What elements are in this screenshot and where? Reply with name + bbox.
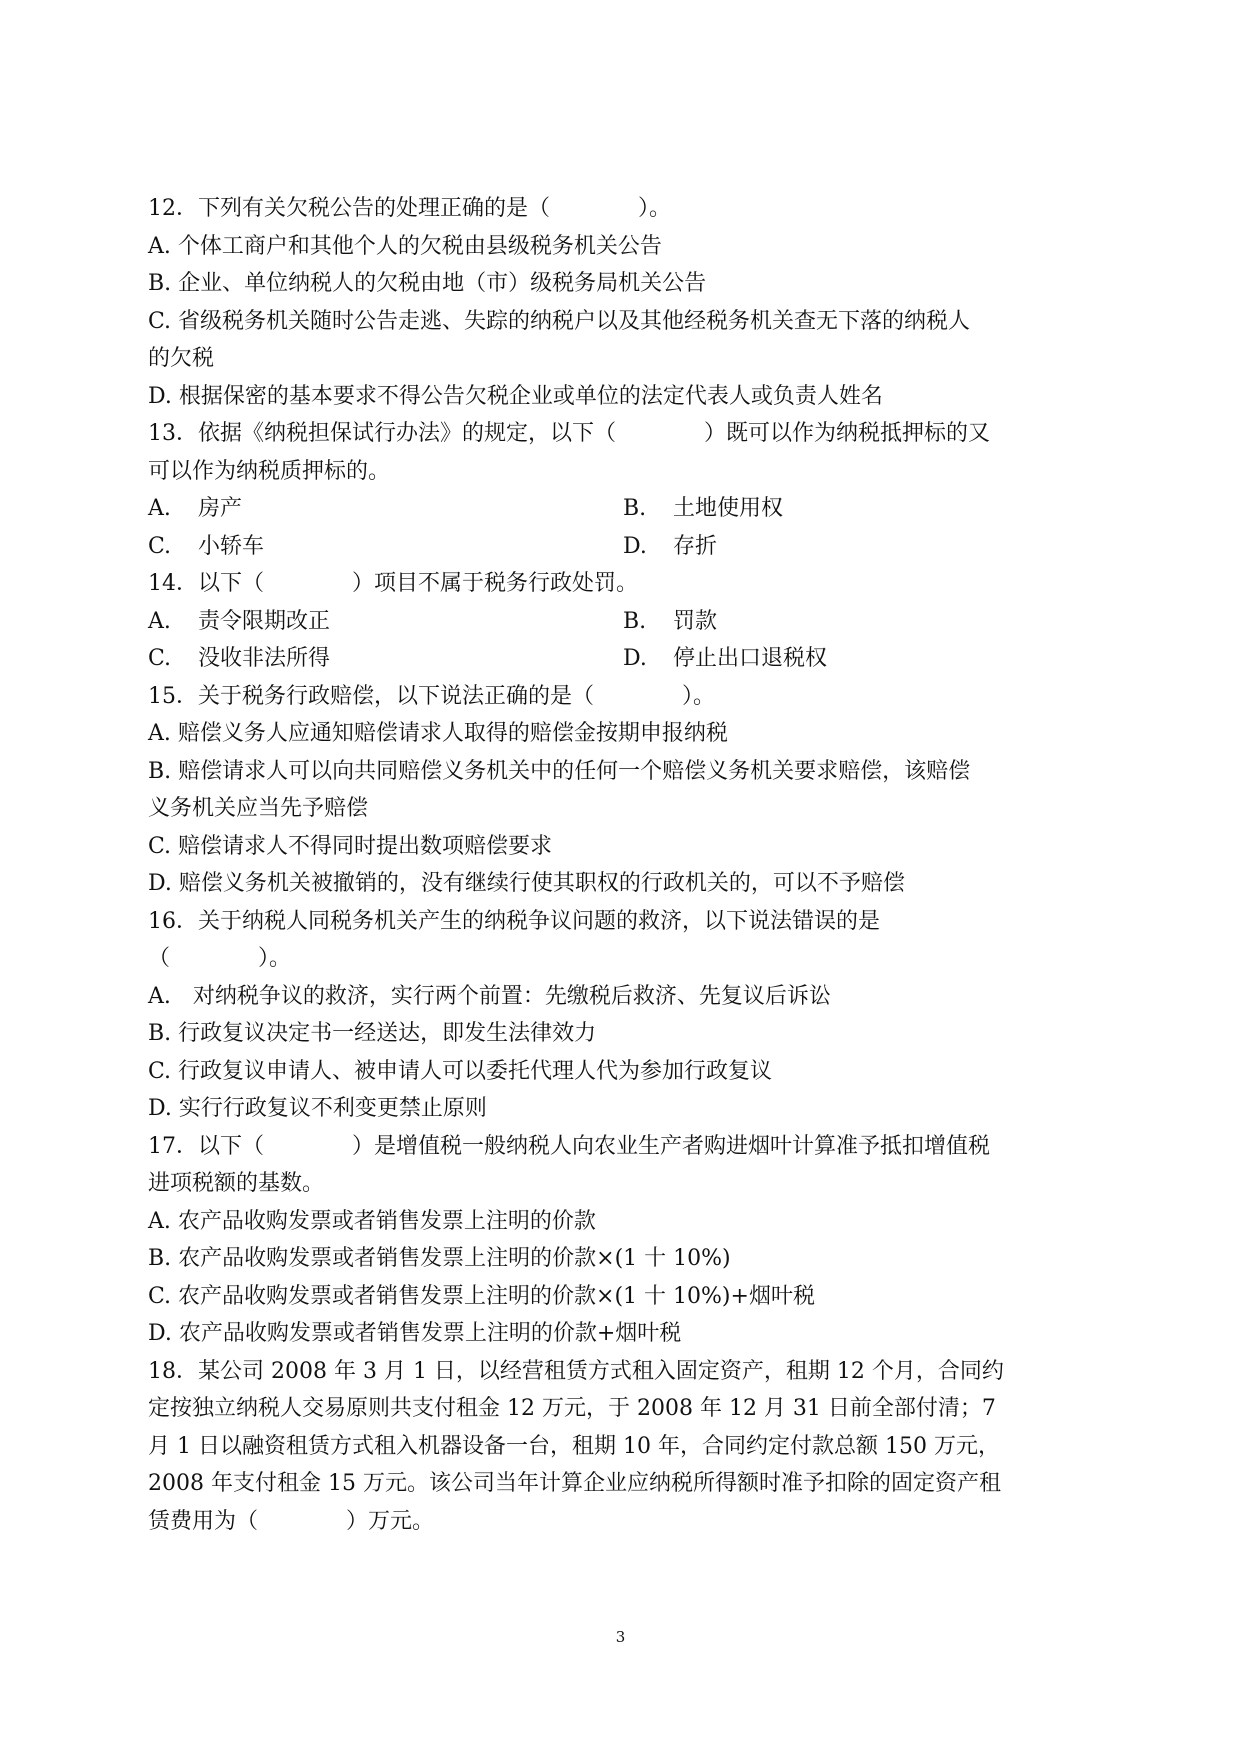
question-13-stem-line2: 可以作为纳税质押标的。 [148, 458, 391, 484]
question-14-option-d: D. 停止出口退税权 [623, 646, 828, 671]
question-12-option-d: D. 根据保密的基本要求不得公告欠税企业或单位的法定代表人或负责人姓名 [148, 383, 883, 409]
question-16-option-b: B. 行政复议决定书一经送达，即发生法律效力 [148, 1021, 597, 1046]
question-15-option-d: D. 赔偿义务机关被撤销的，没有继续行使其职权的行政机关的，可以不予赔偿 [148, 871, 905, 896]
question-18-line3: 月 1 日以融资租赁方式租入机器设备一台，租期 10 年，合同约定付款总额 150 万元， [148, 1433, 1000, 1459]
question-12-option-a: A. 个体工商户和其他个人的欠税由县级税务机关公告 [148, 233, 662, 259]
question-18-line2: 定按独立纳税人交易原则共支付租金 12 万元，于 2008 年 12 月 31 日前全部付清；7 [148, 1396, 996, 1421]
question-13-options-row2 [148, 528, 1098, 566]
question-12-option-b: B. 企业、单位纳税人的欠税由地（市）级税务局机关公告 [148, 271, 707, 296]
question-16-stem-line2: （ ）。 [148, 946, 292, 971]
question-17-option-c: C. 农产品收购发票或者销售发票上注明的价款×(1 十 10%)+烟叶税 [148, 1283, 815, 1309]
question-18-line1: 18．某公司 2008 年 3 月 1 日，以经营租赁方式租入固定资产，租期 12 个月，合同约 [148, 1358, 1004, 1384]
question-13-stem-line1: 13．依据《纳税担保试行办法》的规定，以下（ ）既可以作为纳税抵押标的又 [148, 421, 990, 446]
question-15-option-c: C. 赔偿请求人不得同时提出数项赔偿要求 [148, 833, 553, 859]
question-15-option-b-line1: B. 赔偿请求人可以向共同赔偿义务机关中的任何一个赔偿义务机关要求赔偿，该赔偿 [148, 758, 971, 784]
question-17-option-d: D. 农产品收购发票或者销售发票上注明的价款+烟叶税 [148, 1321, 682, 1346]
question-15-stem: 15．关于税务行政赔偿，以下说法正确的是（ ）。 [148, 683, 715, 709]
question-list [148, 190, 1098, 1540]
question-14-stem: 14．以下（ ）项目不属于税务行政处罚。 [148, 571, 638, 596]
question-15-option-a: A. 赔偿义务人应通知赔偿请求人取得的赔偿金按期申报纳税 [148, 721, 728, 746]
question-12-option-c-line2: 的欠税 [148, 346, 215, 371]
question-18-line5: 赁费用为（ ）万元。 [148, 1508, 435, 1534]
question-13-option-d: D. 存折 [623, 533, 718, 559]
question-13-option-b: B. 土地使用权 [623, 496, 784, 521]
question-17-option-b: B. 农产品收购发票或者销售发票上注明的价款×(1 十 10%) [148, 1246, 731, 1271]
question-14-options-row1 [148, 603, 1098, 641]
question-16-option-d: D. 实行行政复议不利变更禁止原则 [148, 1096, 487, 1121]
question-13-option-c: C. 小轿车 [148, 533, 265, 559]
question-14-option-a: A. 责令限期改正 [148, 608, 331, 634]
question-14-option-c: C. 没收非法所得 [148, 646, 331, 671]
question-17-stem-line2: 进项税额的基数。 [148, 1171, 325, 1196]
question-17-option-a: A. 农产品收购发票或者销售发票上注明的价款 [148, 1208, 596, 1234]
question-13-option-a: A. 房产 [148, 496, 243, 521]
question-12-stem: 12．下列有关欠税公告的处理正确的是（ ）。 [148, 196, 671, 221]
question-16-option-c: C. 行政复议申请人、被申请人可以委托代理人代为参加行政复议 [148, 1058, 773, 1084]
question-18-line4: 2008 年支付租金 15 万元。该公司当年计算企业应纳税所得额时准予扣除的固定资产租 [148, 1471, 1001, 1496]
question-14-options-row2 [148, 640, 1098, 678]
question-12-option-c-line1: C. 省级税务机关随时公告走逃、失踪的纳税户以及其他经税务机关查无下落的纳税人 [148, 308, 971, 334]
page-number: 3 [615, 1628, 626, 1646]
question-16-option-a: A. 对纳税争议的救济，实行两个前置：先缴税后救济、先复议后诉讼 [148, 983, 831, 1009]
question-14-option-b: B. 罚款 [623, 608, 718, 634]
question-16-stem-line1: 16．关于纳税人同税务机关产生的纳税争议问题的救济，以下说法错误的是 [148, 908, 880, 934]
question-13-options-row1 [148, 490, 1098, 528]
question-15-option-b-line2: 义务机关应当先予赔偿 [148, 796, 369, 821]
question-17-stem-line1: 17．以下（ ）是增值税一般纳税人向农业生产者购进烟叶计算准予抵扣增值税 [148, 1133, 990, 1159]
